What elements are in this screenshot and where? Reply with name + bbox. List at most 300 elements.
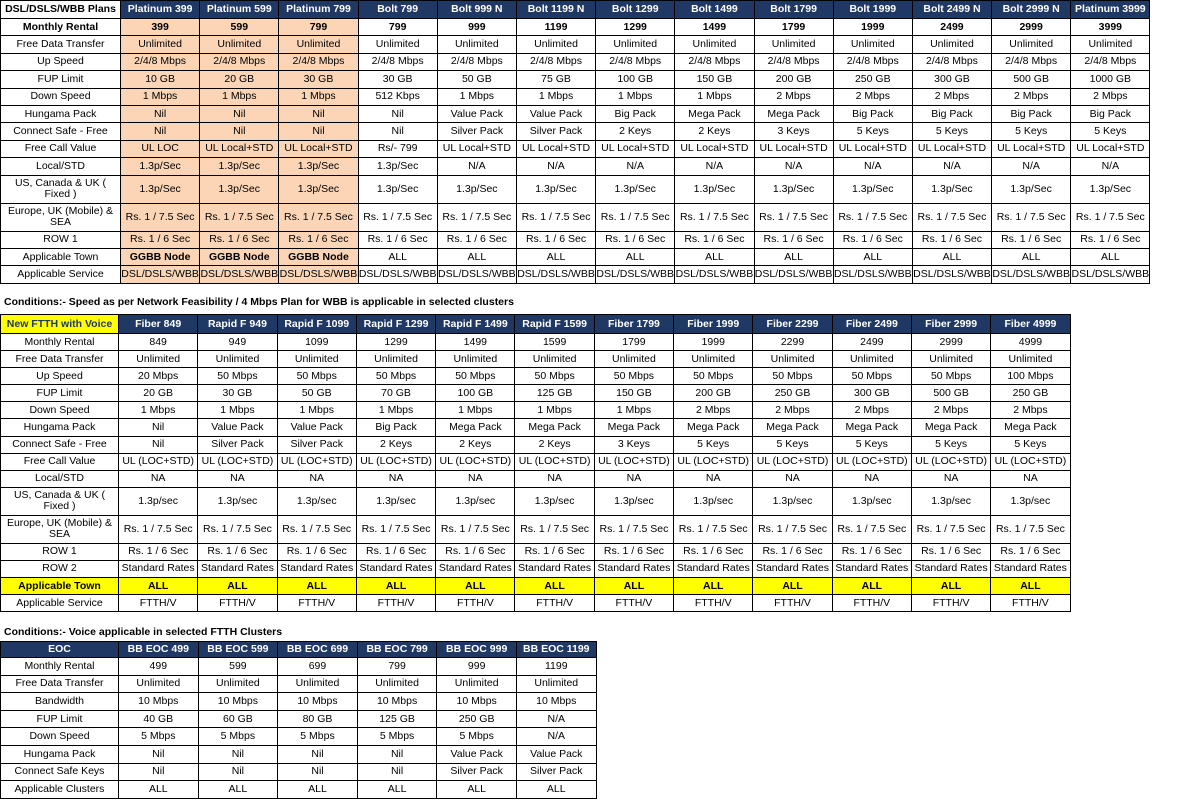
table-cell: Nil xyxy=(119,745,199,763)
table-cell: Nil xyxy=(119,436,198,453)
table-row xyxy=(1,158,1150,175)
table-cell: 5 Keys xyxy=(753,436,832,453)
table-cell: Rs. 1 / 7.5 Sec xyxy=(675,203,754,231)
row-label: Applicable Town xyxy=(1,578,119,595)
table-cell: DSL/DSLS/WBB xyxy=(912,266,991,283)
table-cell: 2/4/8 Mbps xyxy=(358,53,437,70)
table-cell: FTTH/V xyxy=(515,595,594,612)
table-row xyxy=(1,140,1150,157)
table-cell: Mega Pack xyxy=(675,105,754,122)
table-cell: 399 xyxy=(121,19,200,36)
ftth-plan-header: Fiber 4999 xyxy=(991,315,1070,334)
table-cell: 2999 xyxy=(992,19,1071,36)
dsl-plan-header: Bolt 1299 xyxy=(596,1,675,19)
table-cell: 1.3p/Sec xyxy=(1071,175,1150,203)
table-cell: 5 Keys xyxy=(1071,123,1150,140)
table-cell: 20 GB xyxy=(119,385,198,402)
table-cell: Value Pack xyxy=(516,105,595,122)
table-cell: 100 GB xyxy=(596,71,675,88)
table-cell: 3 Keys xyxy=(754,123,833,140)
ftth-plan-header: Fiber 2299 xyxy=(753,315,832,334)
table-cell: Rs. 1 / 6 Sec xyxy=(594,543,673,560)
table-cell: Rs. 1 / 7.5 Sec xyxy=(277,515,356,543)
table-cell: 150 GB xyxy=(594,385,673,402)
table-cell: Rs. 1 / 6 Sec xyxy=(436,543,515,560)
table-cell: 1 Mbps xyxy=(119,402,198,419)
table-cell: Rs. 1 / 6 Sec xyxy=(356,543,435,560)
table-cell: 1.3p/sec xyxy=(436,487,515,515)
table-cell: 1.3p/Sec xyxy=(992,175,1071,203)
table-row xyxy=(1,266,1150,283)
table-cell: Standard Rates xyxy=(991,560,1070,577)
table-cell: UL (LOC+STD) xyxy=(515,453,594,470)
table-cell: 799 xyxy=(358,19,437,36)
table-row xyxy=(1,436,1071,453)
row-label: Local/STD xyxy=(1,470,119,487)
table-row xyxy=(1,53,1150,70)
table-cell: ALL xyxy=(596,248,675,265)
table-cell: ALL xyxy=(277,578,356,595)
table-cell: Mega Pack xyxy=(436,419,515,436)
table-cell: 50 Mbps xyxy=(753,368,832,385)
eoc-plan-header: BB EOC 599 xyxy=(198,642,278,658)
table-cell: Nil xyxy=(279,105,358,122)
table-cell: ALL xyxy=(832,578,911,595)
table-cell: Big Pack xyxy=(596,105,675,122)
table-cell: Rs. 1 / 6 Sec xyxy=(753,543,832,560)
table-cell: 10 Mbps xyxy=(516,693,596,711)
table-cell: UL (LOC+STD) xyxy=(119,453,198,470)
table-cell: 125 GB xyxy=(515,385,594,402)
row-label: Monthly Rental xyxy=(1,19,121,36)
table-cell: ALL xyxy=(674,578,753,595)
table-cell: Big Pack xyxy=(1071,105,1150,122)
table-cell: UL (LOC+STD) xyxy=(674,453,753,470)
table-cell: 1.3p/Sec xyxy=(200,158,279,175)
row-label: Hungama Pack xyxy=(1,105,121,122)
table-cell: 100 Mbps xyxy=(991,368,1070,385)
table-cell: 50 Mbps xyxy=(832,368,911,385)
table-cell: 3999 xyxy=(1071,19,1150,36)
table-cell: Rs. 1 / 6 Sec xyxy=(596,231,675,248)
table-cell: Rs. 1 / 7.5 Sec xyxy=(1071,203,1150,231)
table-cell: 80 GB xyxy=(278,710,358,728)
row-label: Monthly Rental xyxy=(1,334,119,351)
table-cell: 5 Mbps xyxy=(357,728,437,746)
table-cell: Rs. 1 / 7.5 Sec xyxy=(674,515,753,543)
table-cell: Nil xyxy=(119,763,199,781)
table-cell: Rs. 1 / 7.5 Sec xyxy=(279,203,358,231)
table-cell: Rs. 1 / 7.5 Sec xyxy=(436,515,515,543)
table-cell: 1 Mbps xyxy=(356,402,435,419)
table-cell: Unlimited xyxy=(437,675,517,693)
table-cell: 1.3p/sec xyxy=(277,487,356,515)
row-label: Down Speed xyxy=(1,728,119,746)
ftth-plan-header: Rapid F 1599 xyxy=(515,315,594,334)
table-cell: N/A xyxy=(596,158,675,175)
table-cell: FTTH/V xyxy=(594,595,673,612)
table-cell: ALL xyxy=(436,578,515,595)
row-label: US, Canada & UK ( Fixed ) xyxy=(1,487,119,515)
table-cell: Value Pack xyxy=(437,105,516,122)
table-cell: UL Local+STD xyxy=(992,140,1071,157)
table-cell: Standard Rates xyxy=(753,560,832,577)
ftth-plan-header: Rapid F 1299 xyxy=(356,315,435,334)
table-cell: DSL/DSLS/WBB xyxy=(200,266,279,283)
table-cell: UL (LOC+STD) xyxy=(753,453,832,470)
table-row xyxy=(1,453,1071,470)
ftth-plan-header: Fiber 1799 xyxy=(594,315,673,334)
table-cell: NA xyxy=(674,470,753,487)
table-cell: Unlimited xyxy=(594,351,673,368)
table-cell: Standard Rates xyxy=(674,560,753,577)
table-cell: Value Pack xyxy=(516,745,596,763)
table-cell: UL Local+STD xyxy=(1071,140,1150,157)
ftth-plans-table xyxy=(0,314,1071,612)
table-cell: DSL/DSLS/WBB xyxy=(358,266,437,283)
table-cell: 1 Mbps xyxy=(437,88,516,105)
table-cell: FTTH/V xyxy=(991,595,1070,612)
table-cell: 10 Mbps xyxy=(437,693,517,711)
dsl-plan-header: Bolt 1999 xyxy=(833,1,912,19)
table-cell: UL Local+STD xyxy=(675,140,754,157)
table-cell: 5 Mbps xyxy=(278,728,358,746)
table-cell: Mega Pack xyxy=(754,105,833,122)
table-cell: Mega Pack xyxy=(991,419,1070,436)
ftth-plan-header: Rapid F 1099 xyxy=(277,315,356,334)
table-row xyxy=(1,728,597,746)
table-row xyxy=(1,351,1071,368)
table-cell: DSL/DSLS/WBB xyxy=(279,266,358,283)
table-cell: Rs. 1 / 6 Sec xyxy=(1071,231,1150,248)
table-cell: 4999 xyxy=(991,334,1070,351)
table-cell: Mega Pack xyxy=(594,419,673,436)
eoc-plan-header: BB EOC 1199 xyxy=(516,642,596,658)
table-cell: 5 Keys xyxy=(833,123,912,140)
table-cell: 5 Keys xyxy=(991,436,1070,453)
table-cell: Rs. 1 / 7.5 Sec xyxy=(594,515,673,543)
table-cell: 30 GB xyxy=(358,71,437,88)
table-cell: 5 Mbps xyxy=(437,728,517,746)
table-cell: Rs. 1 / 6 Sec xyxy=(912,231,991,248)
ftth-plan-header: Fiber 2499 xyxy=(832,315,911,334)
table-cell: Nil xyxy=(358,123,437,140)
table-cell: Rs. 1 / 6 Sec xyxy=(911,543,990,560)
table-cell: FTTH/V xyxy=(198,595,277,612)
row-label: Local/STD xyxy=(1,158,121,175)
table-cell: Unlimited xyxy=(356,351,435,368)
row-label: Free Data Transfer xyxy=(1,351,119,368)
table-cell: 5 Mbps xyxy=(198,728,278,746)
table-cell: 2 Keys xyxy=(596,123,675,140)
row-label: Free Call Value xyxy=(1,453,119,470)
table-cell: DSL/DSLS/WBB xyxy=(833,266,912,283)
table-cell: 2 Mbps xyxy=(753,402,832,419)
table-cell: UL Local+STD xyxy=(596,140,675,157)
table-cell: Rs. 1 / 7.5 Sec xyxy=(832,515,911,543)
table-cell: DSL/DSLS/WBB xyxy=(437,266,516,283)
table-cell: 1499 xyxy=(436,334,515,351)
row-label: Applicable Service xyxy=(1,266,121,283)
dsl-plan-header: Platinum 3999 xyxy=(1071,1,1150,19)
table-row xyxy=(1,710,597,728)
table-cell: Value Pack xyxy=(437,745,517,763)
table-row xyxy=(1,88,1150,105)
table-cell: 1 Mbps xyxy=(277,402,356,419)
table-cell: ALL xyxy=(198,781,278,799)
dsl-plan-header: Bolt 999 N xyxy=(437,1,516,19)
table-cell: N/A xyxy=(754,158,833,175)
row-label: Monthly Rental xyxy=(1,658,119,676)
table-cell: 60 GB xyxy=(198,710,278,728)
table-cell: Unlimited xyxy=(279,36,358,53)
table-cell: 1199 xyxy=(516,19,595,36)
table-cell: 2 Keys xyxy=(675,123,754,140)
table-cell: Unlimited xyxy=(357,675,437,693)
table-row xyxy=(1,231,1150,248)
table-cell: 30 GB xyxy=(279,71,358,88)
table-cell: Standard Rates xyxy=(911,560,990,577)
row-label: Europe, UK (Mobile) & SEA xyxy=(1,203,121,231)
table-cell: Rs. 1 / 6 Sec xyxy=(358,231,437,248)
table-cell: 50 GB xyxy=(277,385,356,402)
table-cell: ALL xyxy=(357,781,437,799)
table-cell: NA xyxy=(911,470,990,487)
table-cell: 599 xyxy=(198,658,278,676)
table-cell: FTTH/V xyxy=(356,595,435,612)
table-cell: 1.3p/sec xyxy=(356,487,435,515)
table-cell: Nil xyxy=(357,763,437,781)
table-cell: Unlimited xyxy=(278,675,358,693)
table-cell: Silver Pack xyxy=(437,763,517,781)
table-cell: UL Local+STD xyxy=(516,140,595,157)
table-row xyxy=(1,334,1071,351)
table-cell: 799 xyxy=(357,658,437,676)
table-cell: 2 Mbps xyxy=(833,88,912,105)
row-label: US, Canada & UK ( Fixed ) xyxy=(1,175,121,203)
table-row xyxy=(1,175,1150,203)
row-label: Free Data Transfer xyxy=(1,675,119,693)
table-cell: 20 Mbps xyxy=(119,368,198,385)
table-cell: FTTH/V xyxy=(119,595,198,612)
dsl-plan-header: Bolt 2999 N xyxy=(992,1,1071,19)
table-cell: Rs/- 799 xyxy=(358,140,437,157)
dsl-header-row xyxy=(1,1,1150,19)
table-cell: Nil xyxy=(121,123,200,140)
eoc-plan-header: BB EOC 699 xyxy=(278,642,358,658)
ftth-plan-header: Rapid F 949 xyxy=(198,315,277,334)
table-cell: 2/4/8 Mbps xyxy=(1071,53,1150,70)
row-label: Free Data Transfer xyxy=(1,36,121,53)
table-cell: 50 Mbps xyxy=(515,368,594,385)
dsl-plan-header: Bolt 1499 xyxy=(675,1,754,19)
table-cell: 300 GB xyxy=(832,385,911,402)
table-cell: UL (LOC+STD) xyxy=(832,453,911,470)
table-row xyxy=(1,402,1071,419)
table-cell: 1.3p/Sec xyxy=(675,175,754,203)
table-cell: Silver Pack xyxy=(277,436,356,453)
table-cell: 1999 xyxy=(674,334,753,351)
table-cell: 999 xyxy=(437,658,517,676)
table-cell: N/A xyxy=(675,158,754,175)
table-cell: Rs. 1 / 7.5 Sec xyxy=(200,203,279,231)
table-cell: Value Pack xyxy=(277,419,356,436)
table-cell: ALL xyxy=(198,578,277,595)
table-cell: Nil xyxy=(119,419,198,436)
table-cell: Nil xyxy=(358,105,437,122)
table-cell: UL Local+STD xyxy=(833,140,912,157)
table-cell: ALL xyxy=(912,248,991,265)
ftth-conditions-note: Conditions:- Voice applicable in selected FTTH Clusters xyxy=(4,626,283,638)
table-cell: Unlimited xyxy=(674,351,753,368)
dsl-plans-table xyxy=(0,0,1150,284)
table-cell: Rs. 1 / 6 Sec xyxy=(516,231,595,248)
table-cell: Rs. 1 / 6 Sec xyxy=(992,231,1071,248)
table-cell: Rs. 1 / 6 Sec xyxy=(121,231,200,248)
dsl-plan-header: Platinum 399 xyxy=(121,1,200,19)
table-cell: Standard Rates xyxy=(119,560,198,577)
table-row xyxy=(1,368,1071,385)
eoc-corner-title: EOC xyxy=(1,642,119,658)
table-cell: 1 Mbps xyxy=(596,88,675,105)
table-cell: FTTH/V xyxy=(674,595,753,612)
table-cell: Rs. 1 / 7.5 Sec xyxy=(754,203,833,231)
table-cell: Unlimited xyxy=(436,351,515,368)
table-cell: 1.3p/Sec xyxy=(279,175,358,203)
table-cell: Standard Rates xyxy=(277,560,356,577)
table-cell: 250 GB xyxy=(753,385,832,402)
table-cell: Nil xyxy=(278,763,358,781)
table-cell: 2 Mbps xyxy=(754,88,833,105)
table-cell: Unlimited xyxy=(1071,36,1150,53)
dsl-conditions-note: Conditions:- Speed as per Network Feasibility / 4 Mbps Plan for WBB is applicable in selected clusters xyxy=(4,296,514,308)
table-cell: 1.3p/Sec xyxy=(121,175,200,203)
table-cell: Unlimited xyxy=(516,36,595,53)
table-cell: 1 Mbps xyxy=(121,88,200,105)
table-cell: UL Local+STD xyxy=(754,140,833,157)
table-cell: NA xyxy=(594,470,673,487)
table-row xyxy=(1,419,1071,436)
table-cell: 1.3p/sec xyxy=(911,487,990,515)
table-cell: 50 Mbps xyxy=(277,368,356,385)
table-cell: 5 Keys xyxy=(912,123,991,140)
table-cell: N/A xyxy=(992,158,1071,175)
row-label: Hungama Pack xyxy=(1,419,119,436)
table-cell: ALL xyxy=(515,578,594,595)
table-cell: UL (LOC+STD) xyxy=(594,453,673,470)
table-cell: Standard Rates xyxy=(515,560,594,577)
table-cell: 40 GB xyxy=(119,710,199,728)
table-cell: Unlimited xyxy=(119,675,199,693)
table-cell: 1.3p/Sec xyxy=(121,158,200,175)
table-cell: 799 xyxy=(279,19,358,36)
table-cell: 200 GB xyxy=(674,385,753,402)
table-cell: 1499 xyxy=(675,19,754,36)
table-cell: 2 Mbps xyxy=(674,402,753,419)
table-cell: 1.3p/Sec xyxy=(516,175,595,203)
table-cell: DSL/DSLS/WBB xyxy=(121,266,200,283)
table-cell: 125 GB xyxy=(357,710,437,728)
table-cell: DSL/DSLS/WBB xyxy=(675,266,754,283)
table-cell: NA xyxy=(832,470,911,487)
table-row xyxy=(1,658,597,676)
row-label: Free Call Value xyxy=(1,140,121,157)
table-cell: ALL xyxy=(516,781,596,799)
table-cell: DSL/DSLS/WBB xyxy=(992,266,1071,283)
table-cell: ALL xyxy=(516,248,595,265)
table-cell: ALL xyxy=(1071,248,1150,265)
table-cell: Rs. 1 / 6 Sec xyxy=(991,543,1070,560)
table-cell: 1.3p/sec xyxy=(674,487,753,515)
row-label: FUP Limit xyxy=(1,71,121,88)
table-cell: Nil xyxy=(278,745,358,763)
table-cell: NA xyxy=(119,470,198,487)
table-cell: ALL xyxy=(594,578,673,595)
row-label: Europe, UK (Mobile) & SEA xyxy=(1,515,119,543)
table-cell: 1299 xyxy=(356,334,435,351)
dsl-corner-title: DSL/DSLS/WBB Plans xyxy=(1,1,121,19)
table-cell: UL (LOC+STD) xyxy=(356,453,435,470)
table-cell: 1.3p/Sec xyxy=(912,175,991,203)
table-cell: N/A xyxy=(437,158,516,175)
table-cell: 1 Mbps xyxy=(516,88,595,105)
table-cell: 512 Kbps xyxy=(358,88,437,105)
eoc-plan-header: BB EOC 999 xyxy=(437,642,517,658)
row-label: Down Speed xyxy=(1,88,121,105)
table-cell: ALL xyxy=(833,248,912,265)
dsl-plan-header: Platinum 599 xyxy=(200,1,279,19)
table-cell: 1999 xyxy=(833,19,912,36)
table-cell: GGBB Node xyxy=(121,248,200,265)
table-cell: ALL xyxy=(437,781,517,799)
table-cell: 3 Keys xyxy=(594,436,673,453)
row-label: Connect Safe - Free xyxy=(1,123,121,140)
table-cell: 50 Mbps xyxy=(674,368,753,385)
row-label: Connect Safe - Free xyxy=(1,436,119,453)
table-row xyxy=(1,781,597,799)
table-cell: 2499 xyxy=(832,334,911,351)
table-cell: 20 GB xyxy=(200,71,279,88)
table-cell: Unlimited xyxy=(198,675,278,693)
table-cell: Unlimited xyxy=(277,351,356,368)
table-cell: FTTH/V xyxy=(277,595,356,612)
table-cell: 100 GB xyxy=(436,385,515,402)
table-cell: 599 xyxy=(200,19,279,36)
table-cell: UL (LOC+STD) xyxy=(991,453,1070,470)
table-cell: Unlimited xyxy=(121,36,200,53)
table-cell: Unlimited xyxy=(832,351,911,368)
table-row xyxy=(1,578,1071,595)
table-cell: DSL/DSLS/WBB xyxy=(596,266,675,283)
table-cell: Mega Pack xyxy=(674,419,753,436)
ftth-plan-header: Fiber 2999 xyxy=(911,315,990,334)
table-cell: NA xyxy=(198,470,277,487)
table-cell: NA xyxy=(356,470,435,487)
table-row xyxy=(1,595,1071,612)
row-label: FUP Limit xyxy=(1,710,119,728)
table-cell: 2 Mbps xyxy=(832,402,911,419)
table-cell: UL (LOC+STD) xyxy=(436,453,515,470)
table-cell: NA xyxy=(753,470,832,487)
table-cell: ALL xyxy=(911,578,990,595)
table-cell: Rs. 1 / 7.5 Sec xyxy=(516,203,595,231)
row-label: Applicable Town xyxy=(1,248,121,265)
table-cell: Rs. 1 / 6 Sec xyxy=(675,231,754,248)
table-cell: Standard Rates xyxy=(198,560,277,577)
table-cell: ALL xyxy=(437,248,516,265)
table-cell: Rs. 1 / 6 Sec xyxy=(833,231,912,248)
row-label: ROW 2 xyxy=(1,560,119,577)
